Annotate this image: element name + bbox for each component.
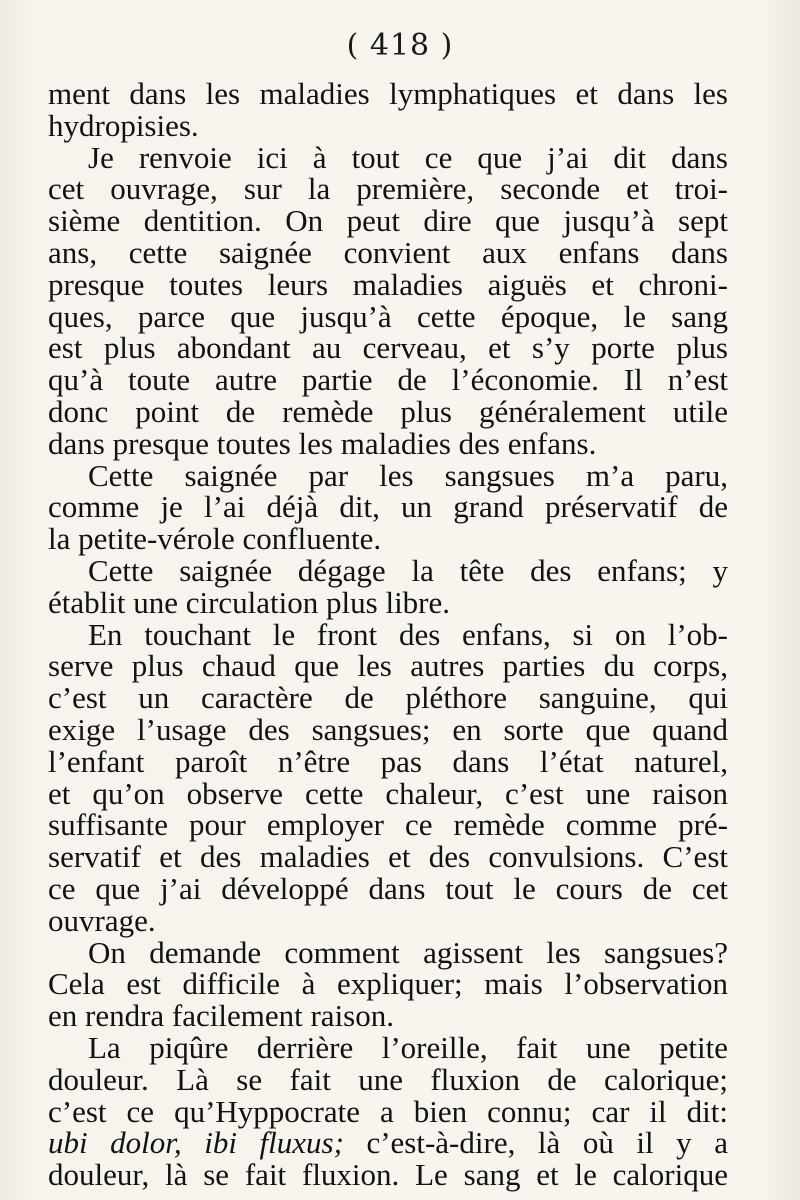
text-line: cet ouvrage, sur la première, seconde et troi- [48,171,728,207]
text-line: douleur. Là se fait une fluxion de calorique; [48,1061,728,1097]
text-line: la petite-vérole confluente. [48,521,382,557]
text-line: servatif et des maladies et des convulsions. C’est [48,839,728,875]
text-line: ce que j’ai développé dans tout le cours de cet [48,870,728,906]
text-line: Cette saignée par les sangsues m’a paru, [88,457,728,493]
latin-quote: ubi dolor, ibi fluxus; [48,1125,344,1161]
text-line: c’est ce qu’Hyppocrate a bien connu; car il dit: [48,1093,728,1129]
text-line: En touchant le front des enfans, si on l’ob- [88,616,728,652]
text-line: hydropisies. [48,107,199,143]
text-line: exige l’usage des sangsues; en sorte que quand [48,711,728,747]
text-line: ouvrage. [48,902,156,938]
text-line: suffisante pour employer ce remède comme pré- [48,807,728,843]
text-line-rest: c’est-à-dire, là où il y a [343,1125,728,1161]
page-body-text [48,78,728,1191]
text-line: qu’à toute autre partie de l’économie. Il n’est [48,362,728,398]
text-line: ans, cette saignée convient aux enfans dans [48,234,728,270]
text-line: comme je l’ai déjà dit, un grand préservatif de [48,489,728,525]
text-line: en rendra facilement raison. [48,998,394,1034]
text-line: établit une circulation plus libre. [48,584,451,620]
text-line: ment dans les maladies lymphatiques et dans les [48,76,728,111]
text-line [48,1127,728,1159]
text-line: Cela est difficile à expliquer; mais l’observation [48,966,728,1002]
text-line: La piqûre derrière l’oreille, fait une petite [88,1029,728,1065]
text-line: presque toutes leurs maladies aiguës et chroni- [48,266,728,302]
text-line: Cette saignée dégage la tête des enfans; y [88,552,728,588]
text-line: donc point de remède plus généralement utile [48,393,728,429]
text-line: et qu’on observe cette chaleur, c’est une raison [48,775,728,811]
text-line: l’enfant paroît n’être pas dans l’état naturel, [48,743,728,779]
text-line: ques, parce que jusqu’à cette époque, le sang [48,298,728,334]
text-line: est plus abondant au cerveau, et s’y porte plus [48,330,728,366]
text-line: dans presque toutes les maladies des enfans. [48,425,597,461]
text-line: serve plus chaud que les autres parties du corps, [48,648,728,684]
page-number: ( 418 ) [346,28,454,63]
text-line: Je renvoie ici à tout ce que j’ai dit dans [88,139,728,175]
text-line: c’est un caractère de pléthore sanguine, qui [48,680,728,716]
text-line: On demande comment agissent les sangsues? [88,934,728,970]
text-line: douleur, là se fait fluxion. Le sang et le calorique [48,1157,728,1193]
text-line: sième dentition. On peut dire que jusqu’à sept [48,203,728,239]
